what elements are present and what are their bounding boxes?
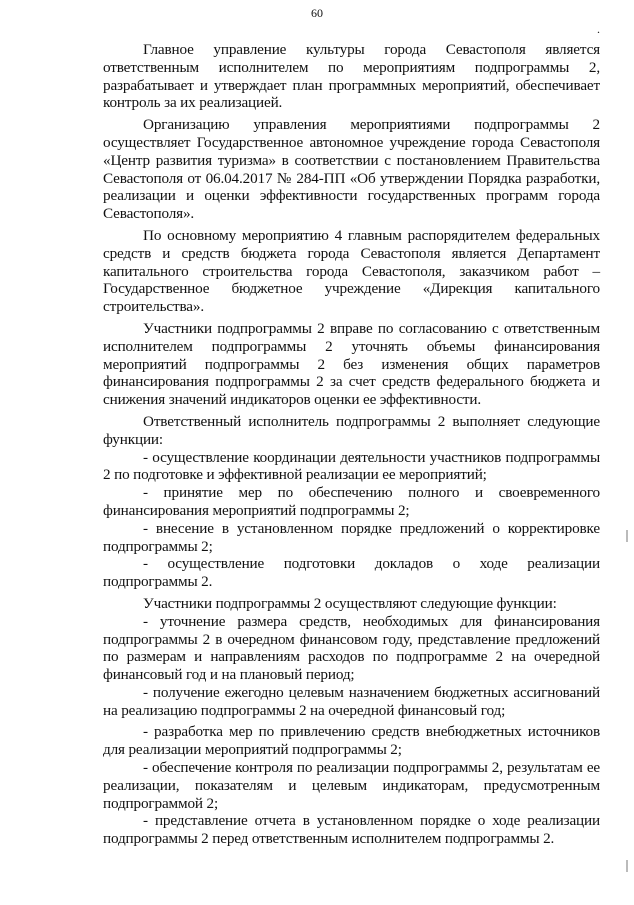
paragraph-participants-functions-intro: Участники подпрограммы 2 осуществляют следующие функции: — [143, 594, 557, 612]
list-item: - принятие мер по обеспечению полного и своевременного финансирования мероприятий подпрограммы 2; — [103, 484, 600, 519]
paragraph-responsible-executor: Главное управление культуры города Севастополя является ответственным исполнителем по мероприятиям подпрограммы 2, разрабатывает и утверждает план программных мероприятий, обеспечивает контроль за их реализацией. — [103, 41, 600, 112]
body-text — [103, 41, 600, 848]
paragraph-management-organization: Организацию управления мероприятиями подпрограммы 2 осуществляет Государственное автономное учреждение города Севастополя «Центр развития туризма» в соответствии с постановлением Правительства Севастополя от 06.04.2017 № 284-ПП «Об утверждении Порядка разработки, реализации и оценки эффективности государственных программ города Севастополя». — [103, 116, 600, 223]
list-item: - представление отчета в установленном порядке о ходе реализации подпрограммы 2 перед ответственным исполнителем подпрограммы 2. — [103, 812, 600, 848]
list-item: - уточнение размера средств, необходимых для финансирования подпрограммы 2 в очередном финансовом году, представление предложений по размерам и направлениям расходов по подпрограмме 2 на очередной финансовый год и на плановый период; — [103, 612, 600, 684]
page-number: 60 — [311, 6, 323, 20]
list-item: - обеспечение контроля по реализации подпрограммы 2, результатам ее реализации, показателям и целевым индикаторам, предусмотренным подпрограммой 2; — [103, 759, 600, 812]
list-item: - разработка мер по привлечению средств внебюджетных источников для реализации мероприятий подпрограммы 2; — [103, 723, 600, 759]
paragraph-participants-rights: Участники подпрограммы 2 вправе по согласованию с ответственным исполнителем подпрограммы 2 уточнять объемы финансирования мероприятий подпрограммы 2 без изменения общих параметров финансирования подпрограммы 2 за счет средств федерального бюджета и снижения значений индикаторов оценки ее эффективности. — [103, 319, 600, 409]
list-item: - осуществление подготовки докладов о ходе реализации подпрограммы 2. — [103, 555, 600, 591]
scan-edge-mark — [626, 860, 628, 872]
list-item: - получение ежегодно целевым назначением бюджетных ассигнований на реализацию подпрограммы 2 на очередной финансовый год; — [103, 683, 600, 719]
list-item: - внесение в установленном порядке предложений о корректировке подпрограммы 2; — [103, 519, 600, 555]
paragraph-executor-functions-intro: Ответственный исполнитель подпрограммы 2 выполняет следующие функции: — [103, 412, 600, 448]
scan-edge-mark — [626, 530, 628, 542]
corner-mark: . — [597, 22, 600, 36]
paragraph-main-event-4: По основному мероприятию 4 главным распорядителем федеральных средств и средств бюджета города Севастополя является Департамент капитального строительства города Севастополя, заказчиком работ – Государственное бюджетное учреждение «Дирекция капитального строительства». — [103, 226, 600, 316]
list-item: - осуществление координации деятельности участников подпрограммы 2 по подготовке и эффективной реализации ее мероприятий; — [103, 448, 600, 484]
